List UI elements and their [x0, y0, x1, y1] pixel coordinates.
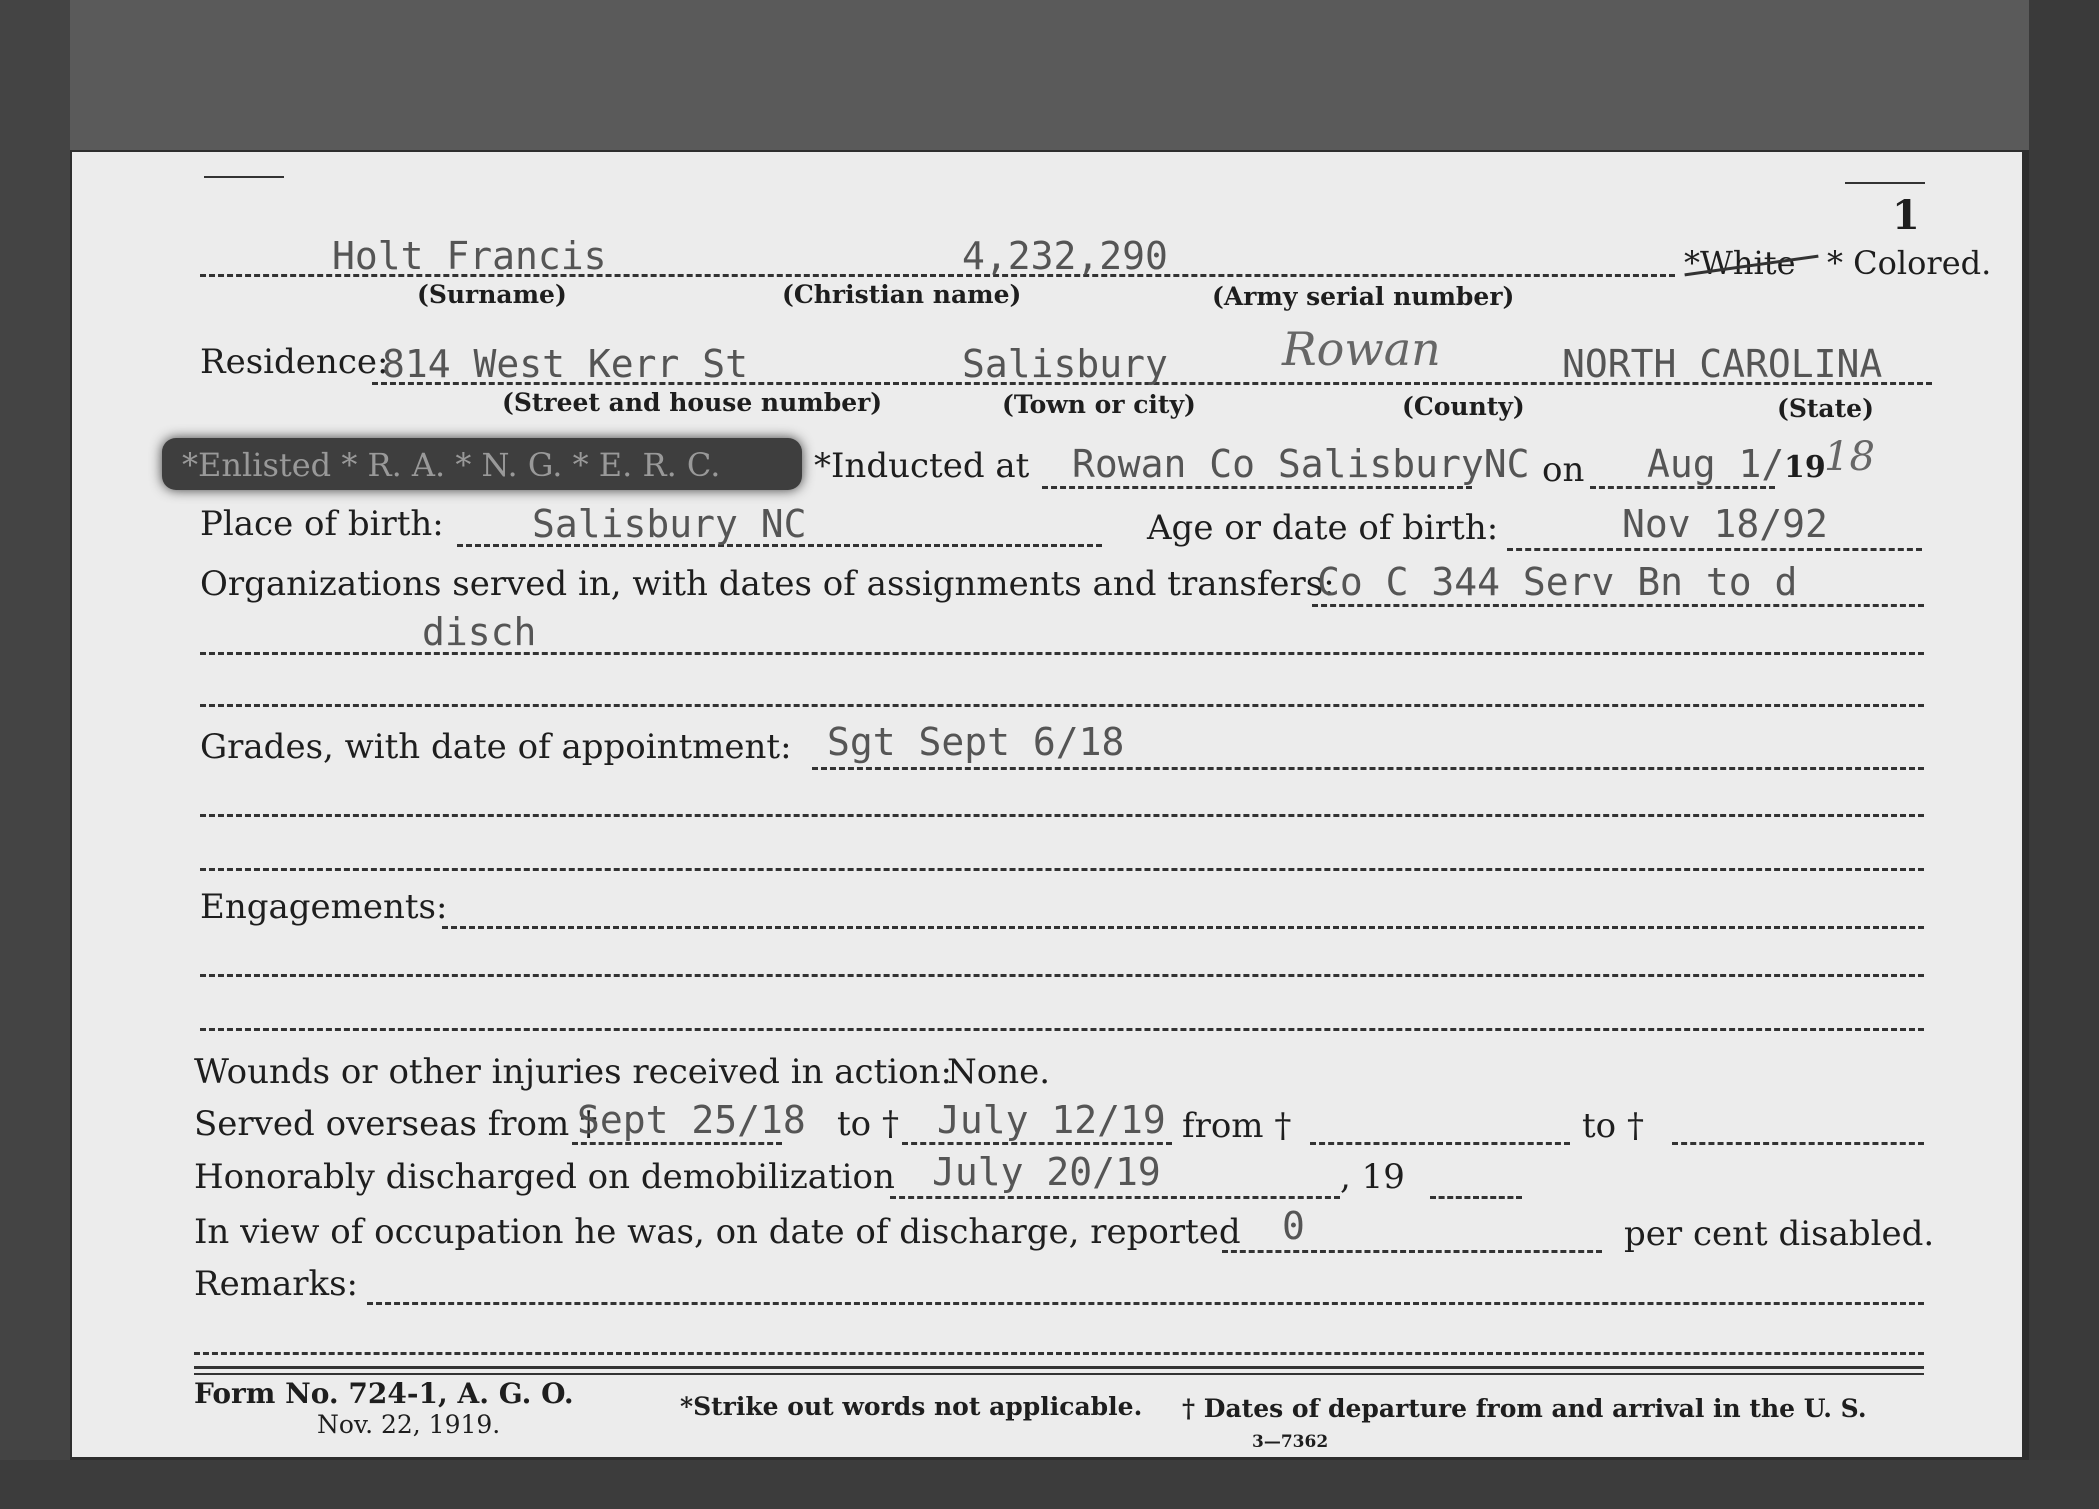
- disability-label: In view of occupation he was, on date of discharge, reported: [194, 1212, 1241, 1252]
- disability-value: 0: [1282, 1204, 1305, 1248]
- grades-line-3: [200, 868, 1924, 871]
- footer-rule-1: [194, 1366, 1924, 1369]
- dates-note: † Dates of departure from and arrival in the U. S.: [1182, 1394, 1867, 1423]
- disability-suffix: per cent disabled.: [1624, 1214, 1935, 1254]
- organizations-value-1: Co C 344 Serv Bn to d: [1317, 560, 1798, 604]
- inducted-place: Rowan Co SalisburyNC: [1072, 442, 1530, 486]
- age-label: Age or date of birth:: [1147, 508, 1499, 548]
- remarks-line-2: [194, 1352, 1924, 1355]
- overseas-from-line: [572, 1142, 782, 1145]
- engagements-line-3: [200, 1028, 1924, 1031]
- race-colored: * Colored.: [1827, 244, 1992, 282]
- footer-rule-2: [194, 1373, 1924, 1375]
- race-white: *White: [1684, 244, 1796, 282]
- enlisted-options: *Enlisted * R. A. * N. G. * E. R. C.: [182, 446, 721, 484]
- discharge-year-label: , 19: [1340, 1157, 1405, 1197]
- top-right-mark: [1845, 182, 1925, 184]
- service-record-card: [72, 152, 2022, 1457]
- disability-line: [1222, 1250, 1602, 1253]
- overseas-label: Served overseas from †: [194, 1104, 598, 1144]
- age-line: [1507, 548, 1922, 551]
- surname-caption: (Surname): [417, 280, 567, 309]
- top-left-mark: [204, 176, 284, 178]
- county-caption: (County): [1402, 392, 1525, 421]
- inducted-line: [1042, 486, 1472, 489]
- discharge-line: [890, 1196, 1340, 1199]
- place-of-birth-label: Place of birth:: [200, 504, 444, 544]
- overseas-to-value: July 12/19: [937, 1098, 1166, 1142]
- organizations-line-1: [1312, 604, 1924, 607]
- overseas-from-value: Sept 25/18: [577, 1098, 806, 1142]
- overseas-from2-line: [1310, 1142, 1570, 1145]
- remarks-label: Remarks:: [194, 1264, 358, 1304]
- organizations-value-2: disch: [422, 610, 537, 654]
- residence-label: Residence:: [200, 342, 389, 382]
- name-typed: Holt Francis: [332, 234, 607, 278]
- overseas-to2-label: to †: [1582, 1106, 1644, 1146]
- residence-town: Salisbury: [962, 342, 1168, 386]
- grades-line-2: [200, 814, 1924, 817]
- print-code: 3—7362: [1252, 1432, 1329, 1452]
- grades-line-1: [812, 767, 1924, 770]
- inducted-on-label: on: [1542, 450, 1585, 490]
- form-number: Form No. 724-1, A. G. O.: [194, 1377, 574, 1410]
- page-number: 1: [1892, 192, 1920, 239]
- town-caption: (Town or city): [1002, 390, 1196, 419]
- wounds-label: Wounds or other injuries received in action:: [194, 1052, 952, 1092]
- scan-background-right: [2029, 0, 2099, 1509]
- grades-value: Sgt Sept 6/18: [827, 720, 1125, 764]
- discharge-year-line: [1430, 1196, 1522, 1199]
- overseas-to-line: [902, 1142, 1172, 1145]
- overseas-to2-line: [1672, 1142, 1924, 1145]
- inducted-year-prefix: 19: [1784, 450, 1826, 485]
- residence-street: 814 West Kerr St: [382, 342, 749, 386]
- engagements-line-2: [200, 974, 1924, 977]
- engagements-line-1: [442, 926, 1924, 929]
- scan-background-bottom: [0, 1460, 2099, 1509]
- serial-caption: (Army serial number): [1212, 282, 1515, 311]
- inducted-date-line: [1590, 486, 1775, 489]
- overseas-to-label: to †: [837, 1104, 899, 1144]
- discharge-value: July 20/19: [932, 1150, 1161, 1194]
- discharge-label: Honorably discharged on demobilization: [194, 1157, 895, 1197]
- scan-background-top: [0, 0, 2099, 150]
- serial-typed: 4,232,290: [962, 234, 1168, 278]
- overseas-from2-label: from †: [1182, 1106, 1292, 1146]
- residence-state: NORTH CAROLINA: [1562, 342, 1883, 386]
- form-date: Nov. 22, 1919.: [317, 1410, 501, 1439]
- scan-background-left: [0, 0, 70, 1509]
- christian-name-caption: (Christian name): [782, 280, 1022, 309]
- street-caption: (Street and house number): [502, 388, 883, 417]
- state-caption: (State): [1777, 394, 1874, 423]
- inducted-year-suffix: 18: [1824, 434, 1875, 480]
- organizations-line-3: [200, 704, 1924, 707]
- place-of-birth-value: Salisbury NC: [532, 502, 807, 546]
- age-value: Nov 18/92: [1622, 502, 1828, 546]
- grades-label: Grades, with date of appointment:: [200, 727, 792, 767]
- remarks-line-1: [367, 1302, 1924, 1305]
- engagements-label: Engagements:: [200, 887, 448, 927]
- organizations-label: Organizations served in, with dates of assignments and transfers:: [200, 564, 1335, 604]
- wounds-value: None.: [947, 1052, 1051, 1092]
- inducted-label: *Inducted at: [814, 446, 1030, 486]
- strike-note: *Strike out words not applicable.: [680, 1392, 1143, 1421]
- inducted-date: Aug 1/: [1647, 442, 1785, 486]
- residence-county: Rowan: [1282, 322, 1441, 376]
